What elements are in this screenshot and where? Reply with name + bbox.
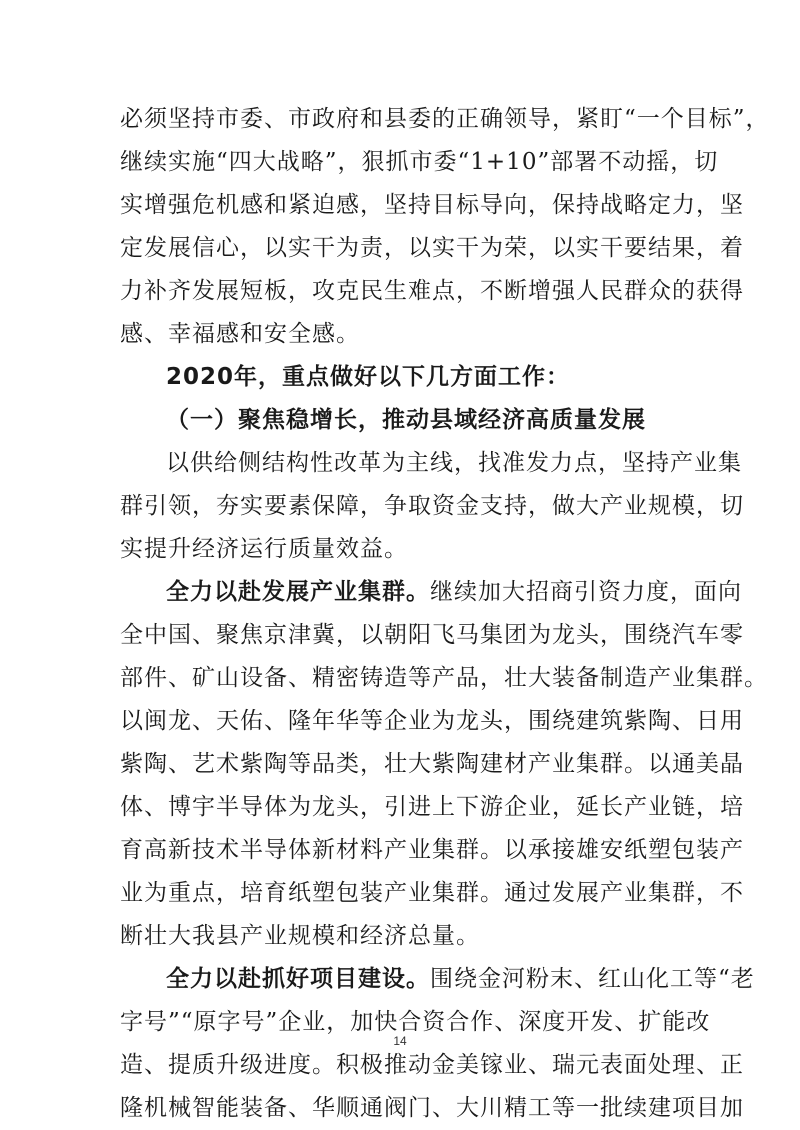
paragraph-line: 以闽龙、天佑、隆年华等企业为龙头，围绕建筑紫陶、日用 (120, 708, 744, 734)
paragraph-text: 继续加大招商引资力度，面向 (430, 579, 742, 605)
section-heading: （一）聚焦稳增长，推动县域经济高质量发展 (166, 407, 646, 433)
paragraph-line: 隆机械智能装备、华顺通阀门、大川精工等一批续建项目加 (120, 1095, 744, 1121)
paragraph-line: 继续实施“四大战略”，狠抓市委“1+10”部署不动摇，切 (120, 149, 719, 175)
paragraph-lead: 全力以赴发展产业集群。 (166, 579, 430, 605)
paragraph-line: 体、博宇半导体为龙头，引进上下游企业，延长产业链，培 (120, 794, 744, 820)
paragraph-line: 定发展信心，以实干为责，以实干为荣，以实干要结果，着 (120, 235, 744, 261)
paragraph-line: 感、幸福感和安全感。 (120, 321, 360, 347)
paragraph-line: 必须坚持市委、市政府和县委的正确领导，紧盯“一个目标”， (120, 106, 770, 132)
paragraph-first-line (120, 571, 742, 614)
paragraph-line: 字号”“原字号”企业，加快合资合作、深度开发、扩能改 (120, 1009, 711, 1035)
paragraph-lead: 全力以赴抓好项目建设。 (166, 966, 430, 992)
paragraph-line: 实增强危机感和紧迫感，坚持目标导向，保持战略定力，坚 (120, 192, 744, 218)
paragraph-line: 育高新技术半导体新材料产业集群。以承接雄安纸塑包装产 (120, 837, 744, 863)
paragraph-line: 紫陶、艺术紫陶等品类，壮大紫陶建材产业集群。以通美晶 (120, 751, 744, 777)
paragraph-first-line (120, 958, 755, 1001)
document-body (120, 98, 770, 1130)
main-heading: 2020年，重点做好以下几方面工作： (166, 364, 571, 390)
paragraph-line: 群引领，夯实要素保障，争取资金支持，做大产业规模，切 (120, 493, 744, 519)
paragraph-line: 业为重点，培育纸塑包装产业集群。通过发展产业集群，不 (120, 880, 744, 906)
paragraph-text: 围绕金河粉末、红山化工等“老 (430, 966, 755, 992)
paragraph-line: 造、提质升级进度。积极推动金美镓业、瑞元表面处理、正 (120, 1052, 744, 1078)
page-number: 14 (393, 1034, 407, 1048)
paragraph-line: 以供给侧结构性改革为主线，找准发力点，坚持产业集 (166, 450, 742, 476)
paragraph-line: 力补齐发展短板，攻克民生难点，不断增强人民群众的获得 (120, 278, 744, 304)
paragraph-line: 全中国、聚焦京津冀，以朝阳飞马集团为龙头，围绕汽车零 (120, 622, 744, 648)
paragraph-line: 断壮大我县产业规模和经济总量。 (120, 923, 480, 949)
paragraph-line: 实提升经济运行质量效益。 (120, 536, 408, 562)
paragraph-line: 部件、矿山设备、精密铸造等产品，壮大装备制造产业集群。 (120, 665, 768, 691)
